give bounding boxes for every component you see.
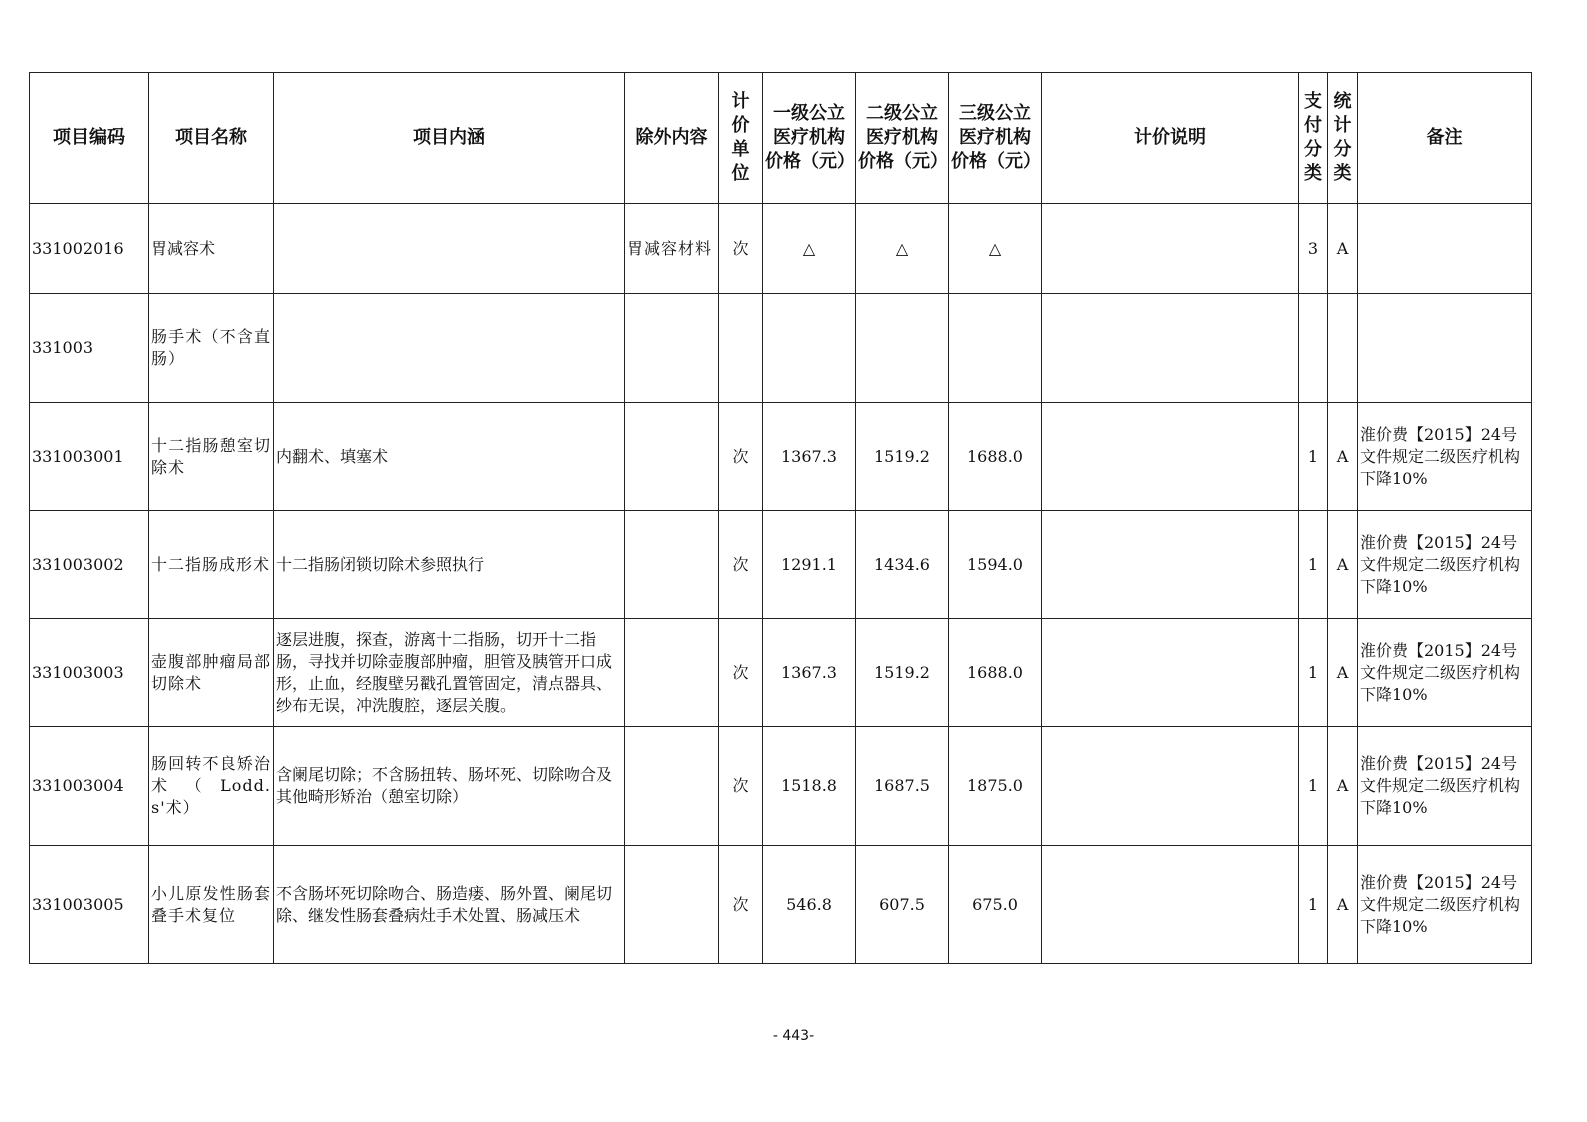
cell-remarks: 淮价费【2015】24号文件规定二级医疗机构下降10% (1358, 403, 1532, 511)
cell-payment-class: 1 (1299, 619, 1328, 727)
cell-price2: 607.5 (856, 846, 949, 964)
cell-excluded (625, 403, 719, 511)
cell-remarks: 淮价费【2015】24号文件规定二级医疗机构下降10% (1358, 727, 1532, 846)
cell-price3 (949, 294, 1042, 403)
cell-excluded (625, 511, 719, 619)
cell-price3: 1594.0 (949, 511, 1042, 619)
cell-name: 肠回转不良矫治术（Lodd.s'术） (149, 727, 274, 846)
cell-unit: 次 (719, 727, 763, 846)
cell-unit: 次 (719, 403, 763, 511)
cell-code: 331002016 (30, 204, 149, 294)
cell-remarks: 淮价费【2015】24号文件规定二级医疗机构下降10% (1358, 846, 1532, 964)
cell-name: 十二指肠成形术 (149, 511, 274, 619)
cell-pricing-note (1042, 403, 1299, 511)
cell-price3: 1688.0 (949, 619, 1042, 727)
cell-price3: 1875.0 (949, 727, 1042, 846)
cell-price1: 1518.8 (763, 727, 856, 846)
cell-content: 含阑尾切除；不含肠扭转、肠坏死、切除吻合及其他畸形矫治（憩室切除） (274, 727, 625, 846)
header-stat-class: 统计分类 (1328, 73, 1358, 204)
cell-code: 331003005 (30, 846, 149, 964)
header-payment-class: 支付分类 (1299, 73, 1328, 204)
price-table (29, 72, 1532, 964)
cell-stat-class: A (1328, 619, 1358, 727)
header-unit: 计价单位 (719, 73, 763, 204)
cell-price1: 546.8 (763, 846, 856, 964)
cell-remarks: 淮价费【2015】24号文件规定二级医疗机构下降10% (1358, 511, 1532, 619)
cell-stat-class: A (1328, 846, 1358, 964)
cell-name: 小儿原发性肠套叠手术复位 (149, 846, 274, 964)
cell-content: 内翻术、填塞术 (274, 403, 625, 511)
header-price1: 一级公立医疗机构价格（元） (763, 73, 856, 204)
table-row (30, 294, 1532, 403)
cell-price2: △ (856, 204, 949, 294)
header-price3: 三级公立医疗机构价格（元） (949, 73, 1042, 204)
table-row (30, 846, 1532, 964)
cell-code: 331003 (30, 294, 149, 403)
cell-payment-class: 3 (1299, 204, 1328, 294)
cell-excluded: 胃减容材料 (625, 204, 719, 294)
table-row (30, 511, 1532, 619)
cell-payment-class: 1 (1299, 727, 1328, 846)
cell-unit: 次 (719, 619, 763, 727)
cell-payment-class (1299, 294, 1328, 403)
cell-content: 不含肠坏死切除吻合、肠造瘘、肠外置、阑尾切除、继发性肠套叠病灶手术处置、肠减压术 (274, 846, 625, 964)
cell-price3: △ (949, 204, 1042, 294)
cell-price2: 1519.2 (856, 619, 949, 727)
cell-price1: 1367.3 (763, 403, 856, 511)
cell-name: 胃减容术 (149, 204, 274, 294)
cell-pricing-note (1042, 511, 1299, 619)
cell-price1: 1367.3 (763, 619, 856, 727)
header-code: 项目编码 (30, 73, 149, 204)
cell-content (274, 294, 625, 403)
cell-unit: 次 (719, 204, 763, 294)
cell-pricing-note (1042, 846, 1299, 964)
header-price2: 二级公立医疗机构价格（元） (856, 73, 949, 204)
header-pricing-note: 计价说明 (1042, 73, 1299, 204)
cell-stat-class: A (1328, 727, 1358, 846)
cell-price2: 1434.6 (856, 511, 949, 619)
cell-remarks (1358, 204, 1532, 294)
cell-stat-class (1328, 294, 1358, 403)
cell-name: 十二指肠憩室切除术 (149, 403, 274, 511)
cell-excluded (625, 619, 719, 727)
cell-price1 (763, 294, 856, 403)
cell-content: 十二指肠闭锁切除术参照执行 (274, 511, 625, 619)
cell-excluded (625, 294, 719, 403)
cell-price1: △ (763, 204, 856, 294)
cell-payment-class: 1 (1299, 511, 1328, 619)
cell-stat-class: A (1328, 204, 1358, 294)
cell-pricing-note (1042, 727, 1299, 846)
cell-remarks (1358, 294, 1532, 403)
cell-code: 331003001 (30, 403, 149, 511)
cell-remarks: 淮价费【2015】24号文件规定二级医疗机构下降10% (1358, 619, 1532, 727)
cell-pricing-note (1042, 294, 1299, 403)
cell-payment-class: 1 (1299, 403, 1328, 511)
cell-price1: 1291.1 (763, 511, 856, 619)
header-excluded: 除外内容 (625, 73, 719, 204)
cell-price2 (856, 294, 949, 403)
cell-stat-class: A (1328, 511, 1358, 619)
header-content: 项目内涵 (274, 73, 625, 204)
header-name: 项目名称 (149, 73, 274, 204)
table-row (30, 727, 1532, 846)
cell-code: 331003002 (30, 511, 149, 619)
page-number: - 443- (772, 1028, 815, 1044)
cell-pricing-note (1042, 619, 1299, 727)
cell-unit: 次 (719, 846, 763, 964)
table-row (30, 619, 1532, 727)
cell-unit: 次 (719, 511, 763, 619)
cell-price2: 1519.2 (856, 403, 949, 511)
cell-payment-class: 1 (1299, 846, 1328, 964)
header-row (30, 73, 1532, 204)
cell-unit (719, 294, 763, 403)
cell-name: 肠手术（不含直肠） (149, 294, 274, 403)
cell-excluded (625, 727, 719, 846)
cell-stat-class: A (1328, 403, 1358, 511)
header-remarks: 备注 (1358, 73, 1532, 204)
table-row (30, 204, 1532, 294)
cell-excluded (625, 846, 719, 964)
cell-price2: 1687.5 (856, 727, 949, 846)
cell-name: 壶腹部肿瘤局部切除术 (149, 619, 274, 727)
cell-content (274, 204, 625, 294)
cell-price3: 1688.0 (949, 403, 1042, 511)
cell-code: 331003003 (30, 619, 149, 727)
cell-code: 331003004 (30, 727, 149, 846)
table-row (30, 403, 1532, 511)
cell-price3: 675.0 (949, 846, 1042, 964)
cell-content: 逐层进腹，探查，游离十二指肠，切开十二指肠，寻找并切除壶腹部肿瘤，胆管及胰管开口成形，止血，经腹壁另戳孔置管固定，清点器具、纱布无误，冲洗腹腔，逐层关腹。 (274, 619, 625, 727)
cell-pricing-note (1042, 204, 1299, 294)
